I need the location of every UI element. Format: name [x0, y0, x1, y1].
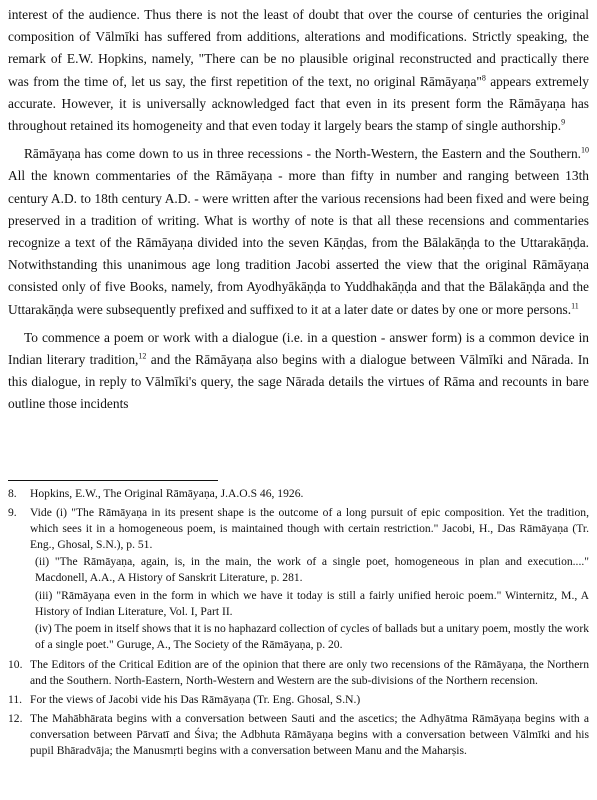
footnote-text: Vide (i) "The Rāmāyaṇa in its present shape is the outcome of a long pursuit of epic composition. Yet the tradition, which sees it in a homogeneous poem, is maintained though with certain restriction." Jacobi, H., Das Rāmāyaṇa (Tr. Eng., Ghosal, S.N.), p. 51.: [30, 506, 589, 552]
footnote-10: [8, 657, 589, 689]
paragraph-text: interest of the audience. Thus there is not the least of doubt that over the course of centuries the original composition of Vālmīki has suffered from additions, alterations and modifications. Strictly speaking, the remark of E.W. Hopkins, namely, "There can be no plausible original reconstructed and practically there was from the time of, let us say, the first repetition of the text, no original Rāmāyaṇa": [8, 7, 589, 89]
footnote-sub-item: (iii) "Rāmāyaṇa even in the form in which we have it today is still a fairly unified heroic poem." Winternitz, M., A History of Indian Literature, Vol. I, Part II.: [35, 588, 589, 618]
footnote-11: [8, 692, 589, 708]
footnote-number: 10.: [8, 657, 23, 671]
paragraph-text: All the known commentaries of the Rāmāyaṇa - more than fifty in number and ranging between 13th century A.D. to 18th century A.D. - were written after the various recensions had been fixed and were being preserved in a tradition of writing. What is worthy of note is that all these recensions and commentaries recognize a text of the Rāmāyaṇa divided into the seven Kāṇḍas, from the Bālakāṇḍa to the Uttarakāṇḍa. Notwithstanding this unanimous age long tradition Jacobi asserted the view that the original Rāmāyaṇa consisted only of five Books, namely, from Ayodhyākāṇḍa to Yuddhakāṇḍa and that the Bālakāṇḍa and the Uttarakāṇḍa were subsequently prefixed and suffixed to it at a later date or dates by one or more persons.: [8, 168, 589, 317]
footnote-divider: [8, 480, 218, 481]
footnote-ref-8: 8: [481, 73, 486, 83]
body-text: [8, 4, 589, 422]
footnote-text: For the views of Jacobi vide his Das Rāmāyaṇa (Tr. Eng. Ghosal, S.N.): [30, 693, 361, 707]
footnote-ref-12: 12: [138, 351, 147, 361]
footnote-9: [8, 505, 589, 654]
paragraph-3: [8, 327, 589, 416]
footnote-body: [30, 505, 589, 654]
paragraph-text: To commence a poem or work with a dialogue (i.e. in a question - answer form) is a common device in Indian literary tradition,: [8, 329, 589, 368]
footnote-12: [8, 711, 589, 759]
footnote-text: Hopkins, E.W., The Original Rāmāyaṇa, J.A.O.S 46, 1926.: [30, 487, 304, 500]
paragraph-1: [8, 4, 589, 137]
footnote-sub-item: (iv) The poem in itself shows that it is no haphazard collection of cycles of ballads but a unitary poem, mostly the work of a single poet." Guruge, A., The Society of the Rāmāyaṇa, p. 20.: [35, 621, 589, 651]
paragraph-text: Rāmāyaṇa has come down to us in three recessions - the North-Western, the Eastern and the Southern.: [24, 146, 581, 162]
paragraph-text: and the Rāmāyaṇa also begins with a dialogue between Vālmīki and Nārada. In this dialogue, in reply to Vālmīki's query, the sage Nārada details the virtues of Rāma and recounts in bare outline those incidents: [8, 352, 589, 412]
paragraph-text: appears extremely accurate. However, it is universally acknowledged fact that even in its present form the Rāmāyaṇa has throughout retained its homogeneity and that even today it largely bears the stamp of single authorship.: [8, 73, 589, 134]
footnote-number: 9.: [8, 506, 17, 520]
footnote-ref-9: 9: [561, 117, 566, 127]
footnote-8: [8, 486, 589, 502]
footnote-ref-10: 10: [581, 145, 589, 155]
footnotes: [8, 486, 589, 763]
footnote-number: 8.: [8, 487, 17, 500]
footnote-text: The Mahābhārata begins with a conversation between Sauti and the ascetics; the Adhyātma Rāmāyaṇa begins with a conversation between Pārvatī and Śiva; the Adbhuta Rāmāyaṇa begins with a conversation between Vālmīki and his pupil Bhāradvāja; the Manusmṛti begins with a conversation between Manu and the Maharṣis.: [30, 712, 589, 758]
footnote-number: 12.: [8, 712, 23, 726]
footnote-text: The Editors of the Critical Edition are of the opinion that there are only two recensions of the Rāmāyaṇa, the Northern and the Southern. North-Eastern, North-Western and Western are the sub-divisions of the Northern recension.: [30, 657, 589, 688]
footnote-ref-11: 11: [571, 301, 579, 311]
footnote-sub-item: (ii) "The Rāmāyaṇa, again, is, in the main, the work of a single poet, homogeneous in plan and execution...." Macdonell, A.A., A History of Sanskrit Literature, p. 281.: [35, 555, 589, 585]
footnote-number: 11.: [8, 693, 23, 707]
paragraph-2: [8, 143, 589, 321]
